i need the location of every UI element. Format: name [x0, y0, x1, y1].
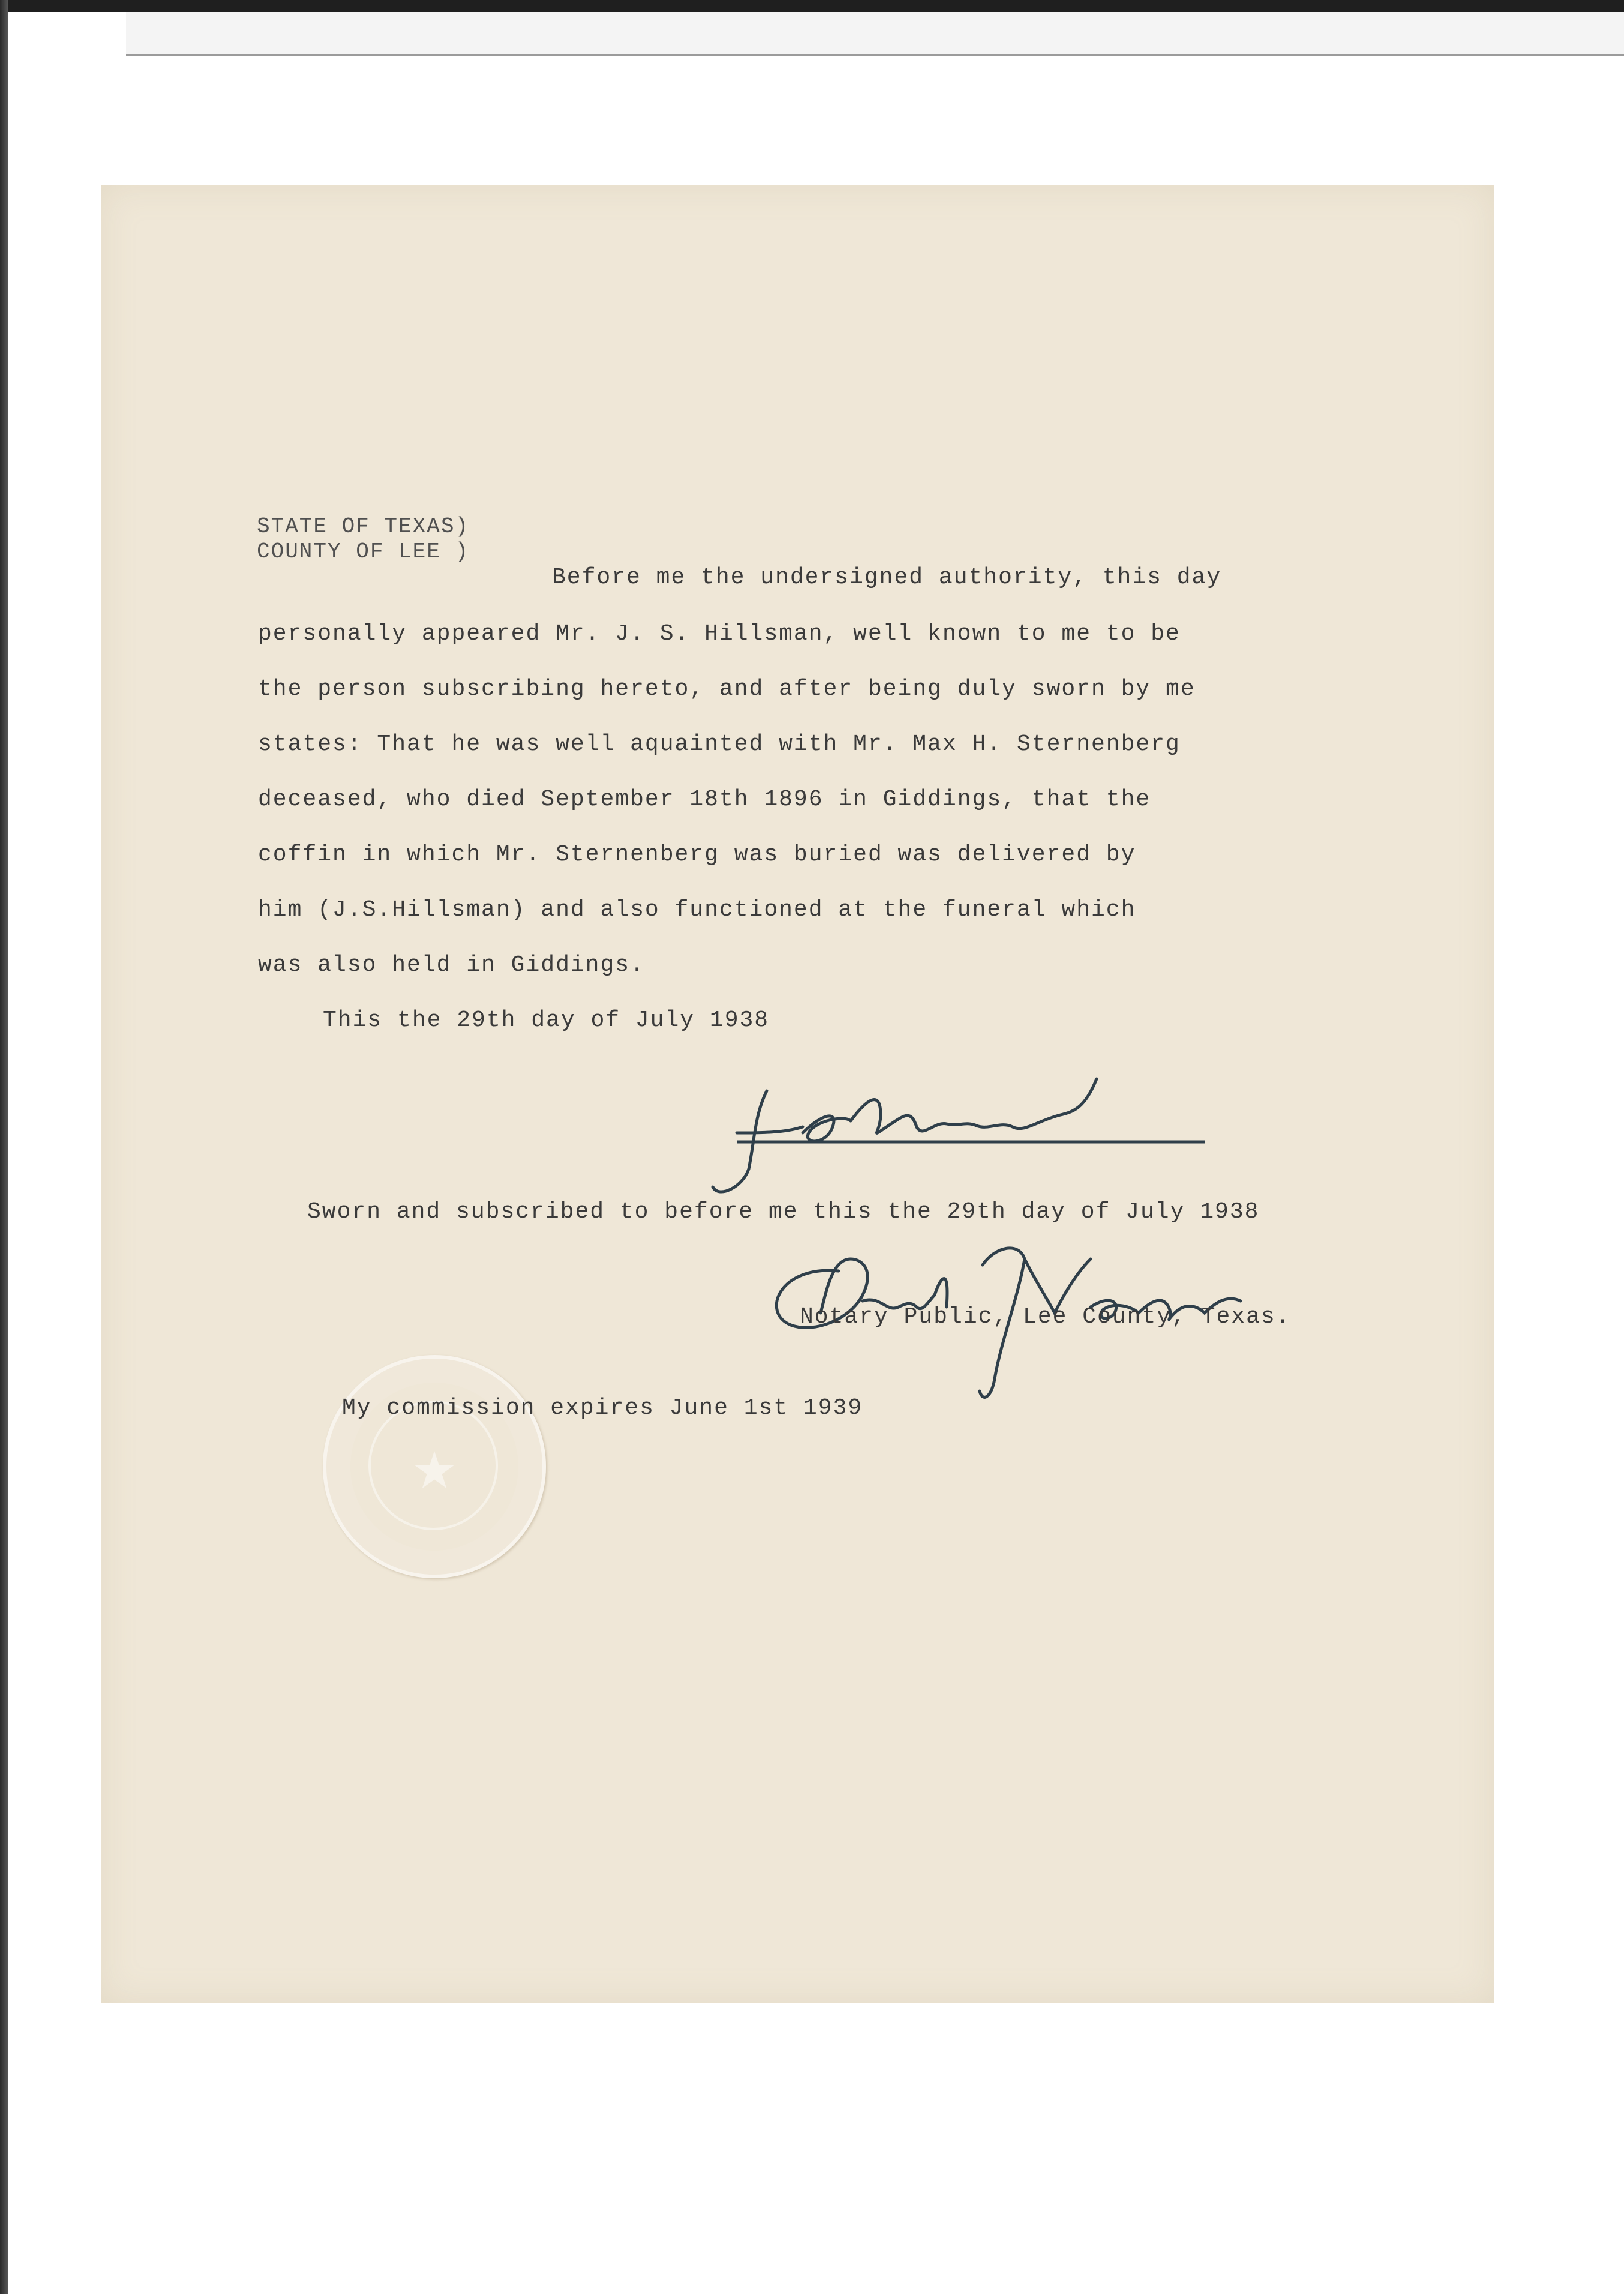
commission-line: My commission expires June 1st 1939: [342, 1395, 863, 1421]
body-line-7: him (J.S.Hillsman) and also functioned at the funeral which: [258, 897, 1136, 923]
body-line-1: Before me the undersigned authority, this day: [552, 565, 1222, 590]
notary-seal-emboss: [323, 1355, 546, 1578]
header-state: STATE OF TEXAS): [257, 514, 470, 539]
scan-edge-left: [0, 0, 8, 2294]
scan-mat: [126, 12, 1624, 56]
body-line-4: states: That he was well aquainted with Mr. Max H. Sternenberg: [258, 731, 1181, 757]
affiant-signature: [701, 1043, 1217, 1211]
star-icon: ★: [412, 1429, 457, 1511]
scan-edge-top: [0, 0, 1624, 12]
notary-title: Notary Public, Lee County, Texas.: [800, 1304, 1291, 1330]
sworn-line: Sworn and subscribed to before me this the 29th day of July 1938: [307, 1199, 1260, 1225]
body-line-3: the person subscribing hereto, and after being duly sworn by me: [258, 676, 1196, 702]
body-line-2: personally appeared Mr. J. S. Hillsman, well known to me to be: [258, 621, 1181, 647]
body-line-8: was also held in Giddings.: [258, 952, 645, 978]
date-line: This the 29th day of July 1938: [323, 1007, 770, 1033]
body-line-6: coffin in which Mr. Sternenberg was buried was delivered by: [258, 842, 1136, 868]
header-county: COUNTY OF LEE ): [257, 539, 470, 564]
document-paper: [101, 185, 1494, 2003]
body-line-5: deceased, who died September 18th 1896 in Giddings, that the: [258, 787, 1151, 812]
